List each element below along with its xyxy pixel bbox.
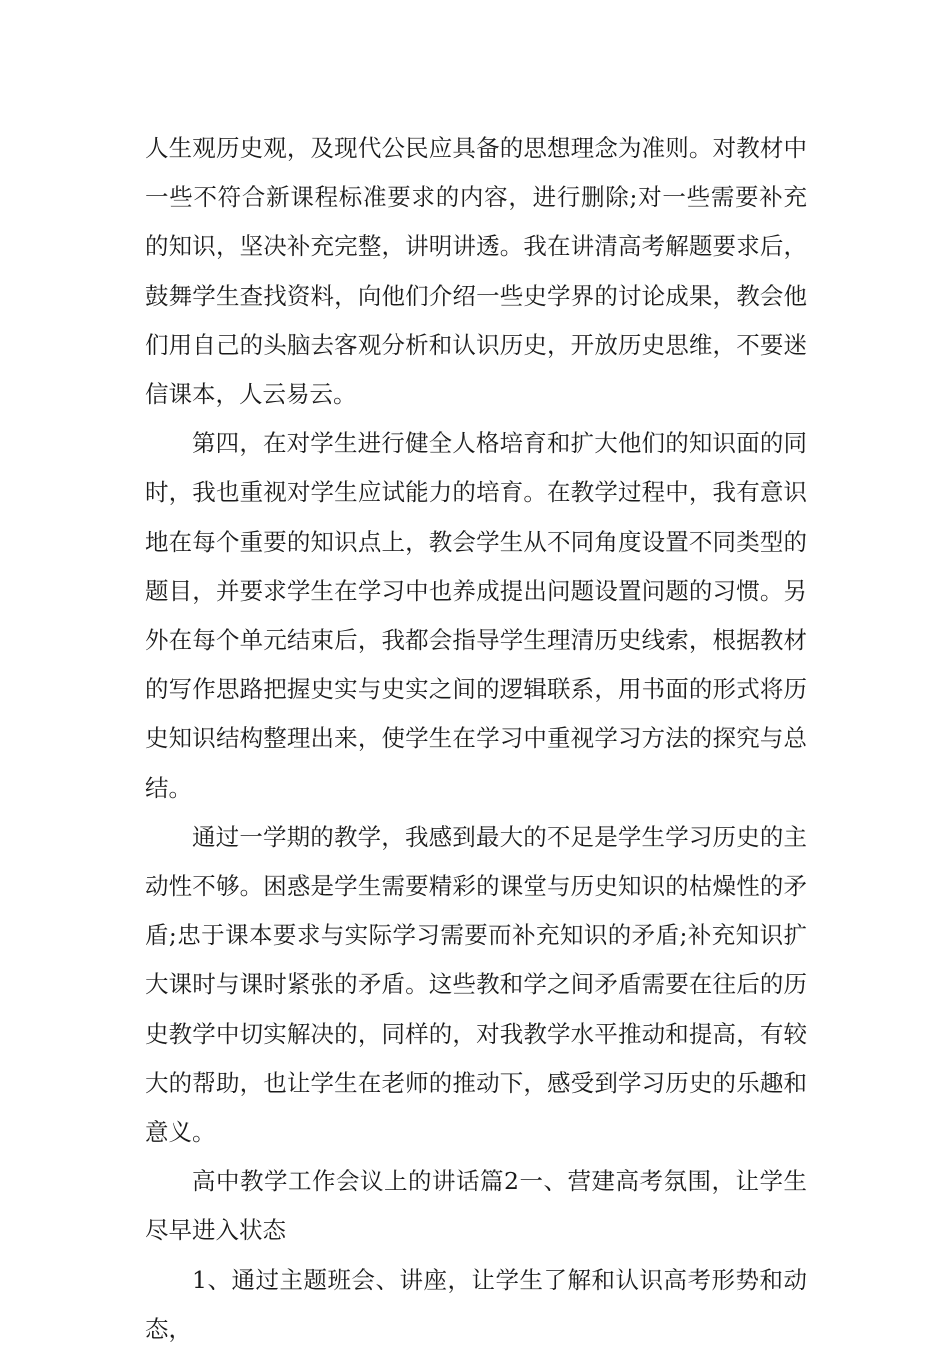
- paragraph-continuation: 人生观历史观，及现代公民应具备的思想理念为准则。对教材中一些不符合新课程标准要求的内容，进行删除;对一些需要补充的知识，坚决补充完整，讲明讲透。我在讲清高考解题要求后，鼓舞学生查找资料，向他们介绍一些史学界的讨论成果，教会他们用自己的头脑去客观分析和认识历史，开放历史思维，不要迷信课本，人云易云。: [145, 134, 807, 409]
- paragraph-reflection: 通过一学期的教学，我感到最大的不足是学生学习历史的主动性不够。困惑是学生需要精彩的课堂与历史知识的枯燥性的矛盾;忠于课本要求与实际学习需要而补充知识的矛盾;补充知识扩大课时与课时紧张的矛盾。这些教和学之间矛盾需要在往后的历史教学中切实解决的，同样的，对我教学水平推动和提高，有较大的帮助，也让学生在老师的推动下，感受到学习历史的乐趣和意义。: [145, 822, 807, 1147]
- paragraph-section-heading: 高中教学工作会议上的讲话篇2一、营建高考氛围，让学生尽早进入状态: [145, 1167, 807, 1245]
- paragraph-list-item-1: 1、通过主题班会、讲座，让学生了解和认识高考形势和动态，: [145, 1265, 807, 1343]
- document-body: [145, 124, 807, 1354]
- paragraph-fourth-point: 第四，在对学生进行健全人格培育和扩大他们的知识面的同时，我也重视对学生应试能力的培育。在教学过程中，我有意识地在每个重要的知识点上，教会学生从不同角度设置不同类型的题目，并要求学生在学习中也养成提出问题设置问题的习惯。另外在每个单元结束后，我都会指导学生理清历史线索，根据教材的写作思路把握史实与史实之间的逻辑联系，用书面的形式将历史知识结构整理出来，使学生在学习中重视学习方法的探究与总结。: [145, 429, 807, 802]
